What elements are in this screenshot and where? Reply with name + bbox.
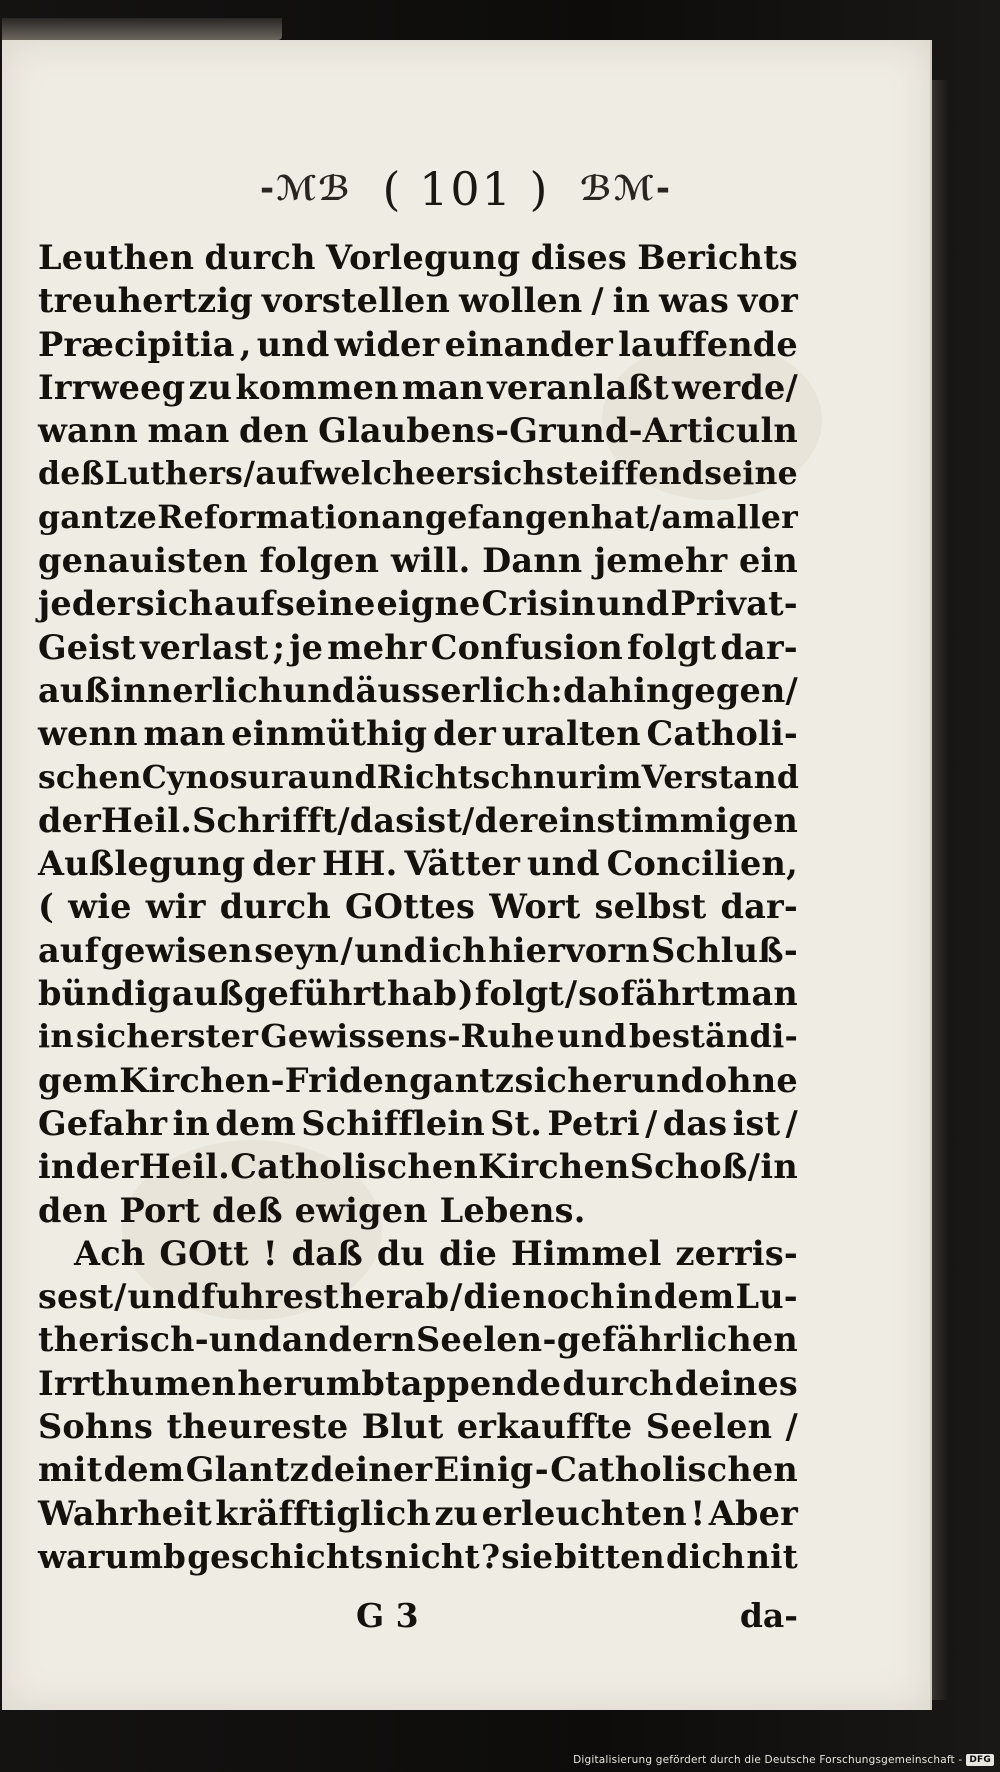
word: Lu-: [735, 1277, 798, 1317]
word: seine: [275, 584, 376, 624]
word: /: [747, 1147, 761, 1187]
word: /: [243, 455, 256, 493]
text-line: [38, 712, 798, 755]
word: /: [450, 1277, 463, 1317]
word: wenn: [38, 714, 138, 754]
ornament-left-icon: -ℳℬ: [259, 169, 352, 209]
word: Glaubens-Grund-Articuln: [318, 411, 798, 451]
word: /: [340, 930, 353, 970]
word: durch: [219, 887, 331, 927]
word: erkauffte: [456, 1407, 633, 1447]
word: ein: [738, 541, 798, 581]
word: Ach: [74, 1233, 146, 1273]
text-line: [38, 1059, 798, 1102]
word: deiner: [310, 1450, 433, 1490]
word: der: [433, 714, 497, 754]
catchword: da-: [739, 1596, 798, 1635]
word: und: [527, 844, 600, 884]
text-line: den Port deß ewigen Lebens.: [38, 1190, 586, 1230]
word: man: [143, 714, 226, 754]
word: Catholischen: [230, 1147, 478, 1187]
word: dem: [103, 1450, 185, 1490]
word: den: [239, 411, 309, 451]
word: das: [662, 1103, 728, 1143]
word: zu: [188, 367, 233, 407]
word: gantz: [409, 1060, 515, 1100]
word: therisch-und: [38, 1320, 282, 1360]
word: /: [785, 1407, 798, 1447]
word: am: [661, 498, 716, 536]
word: mehr: [327, 627, 427, 667]
word: sicherster: [76, 1017, 259, 1056]
word: GOttes: [345, 887, 476, 927]
word: er: [435, 455, 473, 493]
word: will.: [390, 541, 471, 581]
word: einstimmigen: [537, 800, 799, 840]
word: Dann: [482, 541, 583, 581]
text-line: [38, 323, 798, 366]
word: in: [38, 1147, 76, 1187]
word: wollen: [458, 281, 583, 321]
word: hiervorn: [488, 930, 650, 970]
text-line: [38, 1362, 798, 1405]
word: Blut: [361, 1407, 444, 1447]
word: Leuthen: [38, 238, 195, 277]
word: folgt: [627, 627, 717, 667]
word: ;: [272, 627, 286, 667]
word: ohne: [704, 1060, 798, 1100]
word: noch: [522, 1277, 615, 1317]
word: werde/: [672, 367, 798, 407]
word: durch: [562, 1363, 674, 1403]
word: und: [308, 758, 377, 796]
word: Richtschnur: [376, 758, 596, 796]
word: Kirchen-Friden: [119, 1060, 409, 1100]
text-line: [38, 409, 798, 452]
word: GOtt: [159, 1233, 249, 1273]
word: folgt: [474, 974, 565, 1014]
word: sich: [135, 584, 213, 624]
word: so: [578, 974, 620, 1014]
word: St.: [490, 1103, 543, 1143]
word: die: [438, 1233, 498, 1273]
word: zu: [434, 1493, 479, 1533]
word: gantze: [38, 498, 158, 536]
word: man: [401, 367, 484, 407]
word: jeder: [38, 584, 135, 624]
word: dem: [653, 1277, 735, 1317]
word: Schifflein: [301, 1103, 485, 1143]
word: ?: [480, 1536, 501, 1576]
word: ist: [414, 800, 463, 840]
text-line: [38, 799, 798, 842]
word: Heil.: [101, 800, 193, 840]
word: Catholi-: [646, 714, 798, 754]
word: deines: [674, 1363, 798, 1403]
word: hab: [386, 974, 458, 1014]
word: Schluß-: [651, 930, 798, 970]
page-number: ( 101 ): [382, 162, 550, 216]
signature-mark: G 3: [356, 1596, 419, 1635]
word: der: [38, 800, 101, 840]
word: im: [595, 758, 642, 796]
word: in: [172, 1103, 210, 1143]
word: das: [349, 800, 415, 840]
word: Vätter: [404, 844, 521, 884]
word: vorstellen: [261, 281, 451, 321]
text-line: [38, 842, 798, 885]
word: Gefahr: [38, 1103, 168, 1143]
credit-text: Digitalisierung gefördert durch die Deutsche Forschungsgemeinschaft -: [573, 1754, 963, 1766]
word: wir: [145, 887, 206, 927]
word: die: [463, 1277, 522, 1317]
text-line: [38, 1102, 798, 1145]
word: dar-: [720, 627, 798, 667]
word: lauffende: [618, 324, 798, 364]
body-text: [38, 236, 798, 1578]
text-line: [38, 1535, 798, 1578]
word: daß: [291, 1233, 363, 1273]
word: in: [615, 1277, 653, 1317]
word: dich: [665, 1536, 746, 1576]
word: jemehr: [593, 541, 728, 581]
word: folgen: [259, 541, 380, 581]
word: Irrweeg: [38, 367, 186, 407]
word: andern: [281, 1320, 416, 1360]
word: gem: [38, 1060, 119, 1100]
word: dises: [530, 238, 627, 277]
word: hat: [590, 498, 650, 536]
word: fuhrest: [201, 1277, 339, 1317]
word: /: [462, 800, 475, 840]
word: uralten: [501, 714, 641, 754]
word: man: [715, 974, 798, 1014]
text-line: [38, 756, 798, 799]
text-line: [38, 1318, 798, 1361]
word: ): [457, 974, 474, 1014]
page-edge-right: [930, 80, 948, 1700]
word: bündig: [38, 974, 171, 1014]
book-page: [2, 40, 932, 1710]
word: der: [474, 800, 538, 840]
word: innerlich: [110, 670, 283, 710]
word: Wahrheit: [38, 1493, 212, 1533]
word: und: [596, 584, 670, 624]
word: genauisten: [38, 541, 248, 581]
ornament-right-icon: ℬℳ-: [580, 169, 673, 209]
word: und: [557, 1017, 627, 1056]
word: !: [690, 1493, 706, 1533]
word: nit: [746, 1536, 798, 1576]
word: Glantz: [185, 1450, 309, 1490]
text-line: [38, 279, 798, 322]
word: ich: [428, 930, 487, 970]
word: Seelen: [645, 1407, 773, 1447]
word: wie: [68, 887, 132, 927]
word: und: [127, 1277, 201, 1317]
word: fährt: [620, 974, 716, 1014]
text-line: [38, 1448, 798, 1491]
word: Petri: [547, 1103, 640, 1143]
word: je: [289, 627, 324, 667]
text-line: [38, 539, 798, 582]
word: /: [649, 498, 662, 536]
word: theureste: [166, 1407, 349, 1447]
text-line: [38, 929, 798, 972]
digitization-credit: [573, 1754, 994, 1766]
word: Geist: [38, 627, 136, 667]
word: der: [75, 1147, 139, 1187]
word: in: [612, 281, 651, 321]
text-line: [38, 366, 798, 409]
word: Seelen: [415, 1320, 543, 1360]
word: Reformation: [157, 498, 382, 536]
dfg-logo-icon: DFG: [966, 1754, 994, 1766]
word: Crisin: [481, 584, 596, 624]
text-line: [38, 1232, 798, 1275]
page-header: [2, 158, 930, 216]
word: Schoß: [629, 1147, 748, 1187]
text-line: [38, 1492, 798, 1535]
word: gewisen: [100, 930, 253, 970]
page-footer: [38, 1596, 798, 1639]
word: /: [785, 1103, 798, 1143]
word: du: [376, 1233, 425, 1273]
word: Vorlegung: [326, 238, 521, 277]
word: ,: [239, 324, 252, 364]
word: dar-: [720, 887, 798, 927]
word: seine: [704, 455, 798, 493]
word: Verstand: [641, 758, 800, 796]
word: sich: [472, 455, 546, 493]
word: deß: [38, 455, 105, 493]
text-line: [38, 1145, 798, 1188]
word: :: [550, 670, 564, 710]
word: kräfftiglich: [215, 1493, 431, 1533]
text-line: [38, 626, 798, 669]
word: geschichts: [187, 1536, 384, 1576]
text-line: [38, 236, 798, 279]
text-line: [38, 452, 798, 495]
word: Einig: [433, 1450, 534, 1490]
word: herab: [339, 1277, 450, 1317]
word: Gewissens-Ruhe: [260, 1017, 555, 1056]
word: und: [256, 324, 330, 364]
word: /: [337, 800, 350, 840]
word: Concilien,: [606, 844, 798, 884]
word: seyn: [254, 930, 340, 970]
word: man: [147, 411, 230, 451]
word: wider: [334, 324, 440, 364]
word: dahingegen/: [563, 670, 798, 710]
word: außgeführt: [171, 974, 387, 1014]
word: treuhertzig: [38, 281, 253, 321]
text-line: [38, 1275, 798, 1318]
word: /: [591, 281, 604, 321]
word: Sohns: [38, 1407, 154, 1447]
word: Aber: [708, 1493, 798, 1533]
word: Außlegung: [38, 844, 246, 884]
word: wann: [38, 411, 139, 451]
word: beständi-: [628, 1017, 798, 1056]
word: -: [542, 1320, 557, 1360]
word: welche: [313, 455, 436, 493]
word: nicht: [384, 1536, 480, 1576]
word: und: [354, 930, 428, 970]
word: mit: [38, 1450, 103, 1490]
word: ist: [732, 1103, 781, 1143]
word: veranlaßt: [487, 367, 669, 407]
word: gefährlichen: [556, 1320, 798, 1360]
word: (: [38, 887, 55, 927]
text-line: [38, 885, 798, 928]
word: selbst: [594, 887, 707, 927]
word: dem: [215, 1103, 297, 1143]
word: Catholischen: [550, 1450, 798, 1490]
word: /: [645, 1103, 658, 1143]
text-line: [38, 669, 798, 712]
word: -: [534, 1450, 549, 1490]
word: sicher: [514, 1060, 632, 1100]
word: /: [564, 974, 578, 1014]
word: Kirchen: [478, 1147, 630, 1187]
word: sie: [501, 1536, 554, 1576]
word: und: [282, 670, 356, 710]
word: und: [631, 1060, 705, 1100]
word: in: [760, 1147, 798, 1187]
word: aller: [715, 498, 798, 536]
word: !: [262, 1233, 278, 1273]
word: äusserlich: [355, 670, 551, 710]
word: Berichts: [637, 238, 798, 277]
word: auf: [38, 930, 100, 970]
word: auf: [213, 584, 275, 624]
word: herumbtappende: [237, 1363, 562, 1403]
word: Himmel: [510, 1233, 662, 1273]
word: erleuchten: [481, 1493, 687, 1533]
text-line: [38, 1405, 798, 1448]
word: kommen: [235, 367, 399, 407]
word: sest: [38, 1277, 114, 1317]
word: Irrthumen: [38, 1363, 237, 1403]
word: Præcipitia: [38, 324, 235, 364]
text-line: [38, 582, 798, 625]
word: einander: [444, 324, 614, 364]
word: der: [252, 844, 316, 884]
word: HH.: [321, 844, 398, 884]
word: vor: [737, 281, 798, 321]
word: verlast: [140, 627, 269, 667]
word: zerris-: [675, 1233, 798, 1273]
word: was: [659, 281, 730, 321]
word: /: [114, 1277, 127, 1317]
text-line: [38, 1015, 798, 1058]
word: einmüthig: [231, 714, 428, 754]
word: Privat-: [670, 584, 798, 624]
word: auß: [38, 670, 111, 710]
word: eigne: [376, 584, 481, 624]
word: bitten: [554, 1536, 665, 1576]
word: angefangen: [381, 498, 591, 536]
text-line: [38, 972, 798, 1015]
word: Schrifft: [192, 800, 338, 840]
word: warumb: [38, 1536, 187, 1576]
text-line: [38, 496, 798, 539]
word: durch: [204, 238, 316, 277]
word: schen: [38, 758, 142, 796]
word: in: [38, 1017, 74, 1056]
word: Wort: [489, 887, 581, 927]
page-edge-top: [2, 18, 282, 40]
word: Luthers: [104, 455, 244, 493]
word: steiffend: [545, 455, 704, 493]
word: auf: [255, 455, 313, 493]
word: Heil.: [138, 1147, 231, 1187]
word: Confusion: [430, 627, 623, 667]
word: Cynosura: [141, 758, 309, 796]
